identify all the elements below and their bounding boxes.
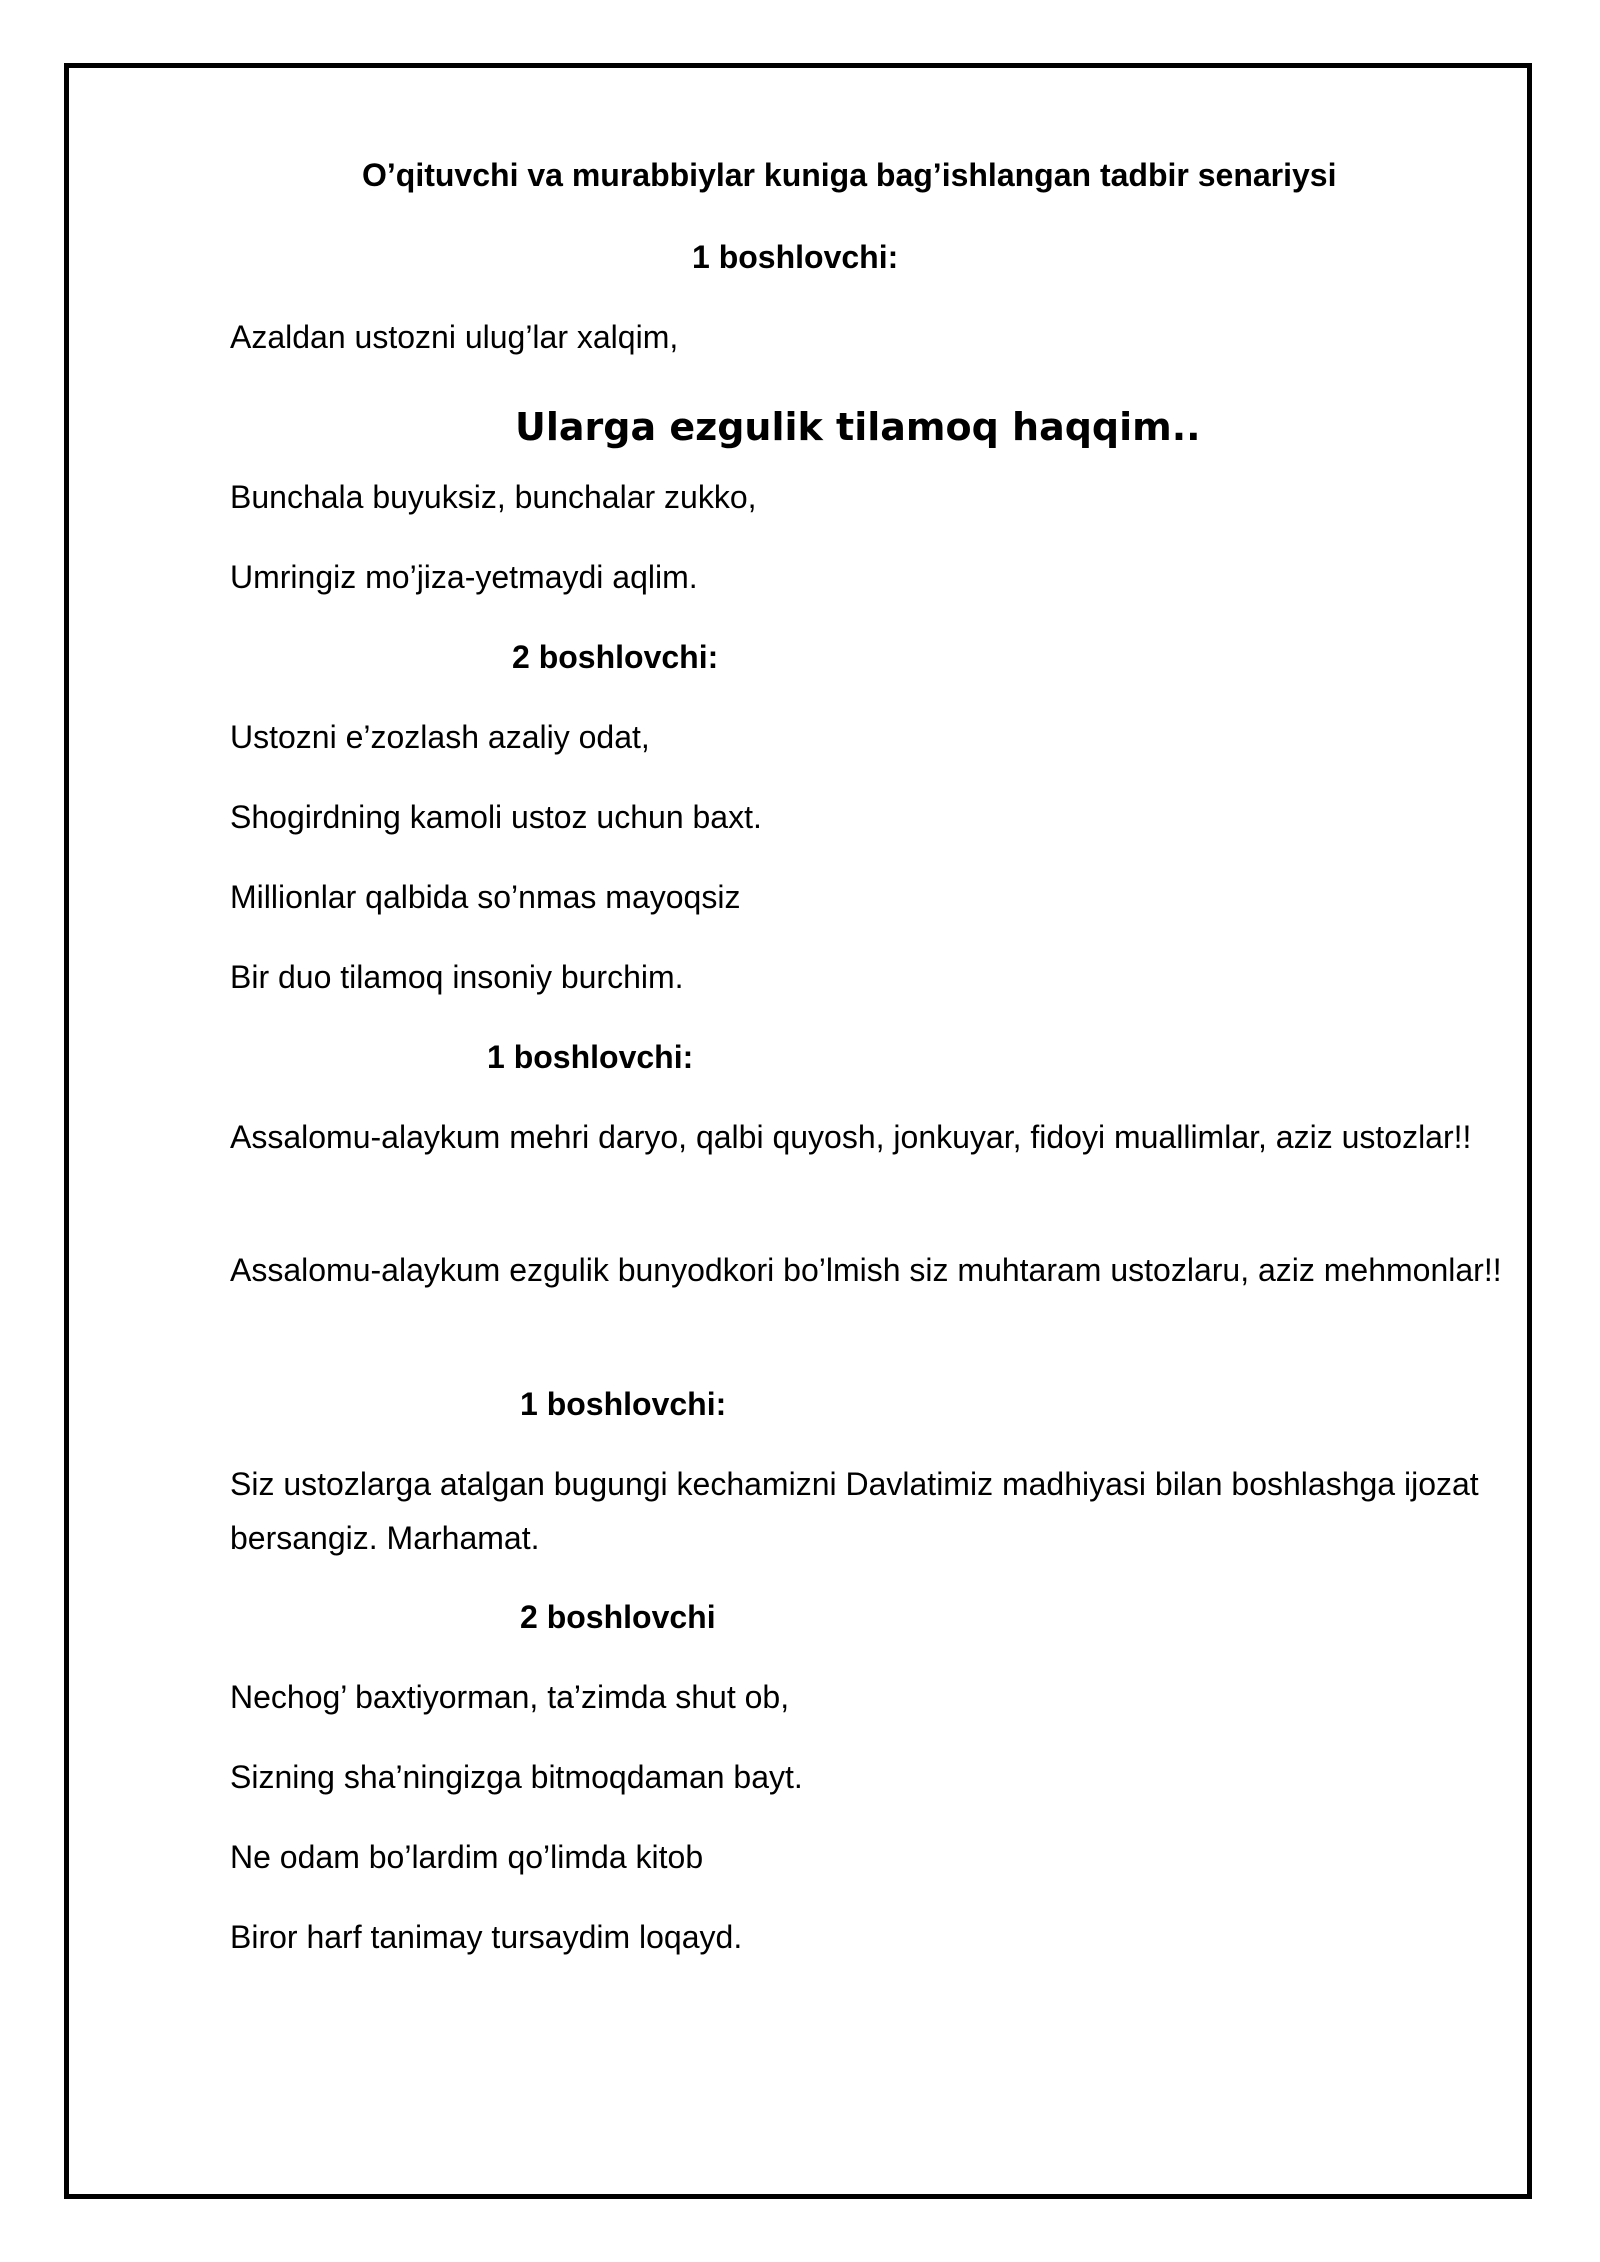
poem-line: Millionlar qalbida so’nmas mayoqsiz — [230, 879, 741, 915]
poem-line: Sizning sha’ningizga bitmoqdaman bayt. — [230, 1759, 803, 1795]
paragraph: Siz ustozlarga atalgan bugungi kechamizni Davlatimiz madhiyasi bilan boshlashga ijozat bersangiz. Marhamat. — [230, 1466, 1479, 1556]
poem-line: Ne odam bo’lardim qo’limda kitob — [230, 1839, 704, 1875]
poem-line-emphasized: Ularga ezgulik tilamoq haqqim.. — [515, 405, 1201, 449]
paragraph: Assalomu-alaykum mehri daryo, qalbi quyosh, jonkuyar, fidoyi muallimlar, aziz ustozlar!! — [230, 1119, 1472, 1155]
document-title: O’qituvchi va murabbiylar kuniga bag’ishlangan tadbir senariysi — [362, 157, 1337, 193]
poem-line: Azaldan ustozni ulug’lar xalqim, — [230, 319, 679, 355]
speaker-heading: 1 boshlovchi: — [692, 239, 899, 275]
speaker-heading: 1 boshlovchi: — [487, 1039, 694, 1075]
speaker-heading: 2 boshlovchi — [520, 1599, 716, 1635]
poem-line: Umringiz mo’jiza-yetmaydi aqlim. — [230, 559, 698, 595]
poem-line: Ustozni e’zozlash azaliy odat, — [230, 719, 650, 755]
poem-line: Bunchala buyuksiz, bunchalar zukko, — [230, 479, 757, 515]
poem-line: Shogirdning kamoli ustoz uchun baxt. — [230, 799, 762, 835]
speaker-heading: 2 boshlovchi: — [512, 639, 719, 675]
poem-line: Biror harf tanimay tursaydim loqayd. — [230, 1919, 743, 1955]
paragraph: Assalomu-alaykum ezgulik bunyodkori bo’lmish siz muhtaram ustozlaru, aziz mehmonlar!! — [230, 1252, 1502, 1288]
speaker-heading: 1 boshlovchi: — [520, 1386, 727, 1422]
poem-line: Bir duo tilamoq insoniy burchim. — [230, 959, 684, 995]
poem-line: Nechog’ baxtiyorman, ta’zimda shut ob, — [230, 1679, 790, 1715]
